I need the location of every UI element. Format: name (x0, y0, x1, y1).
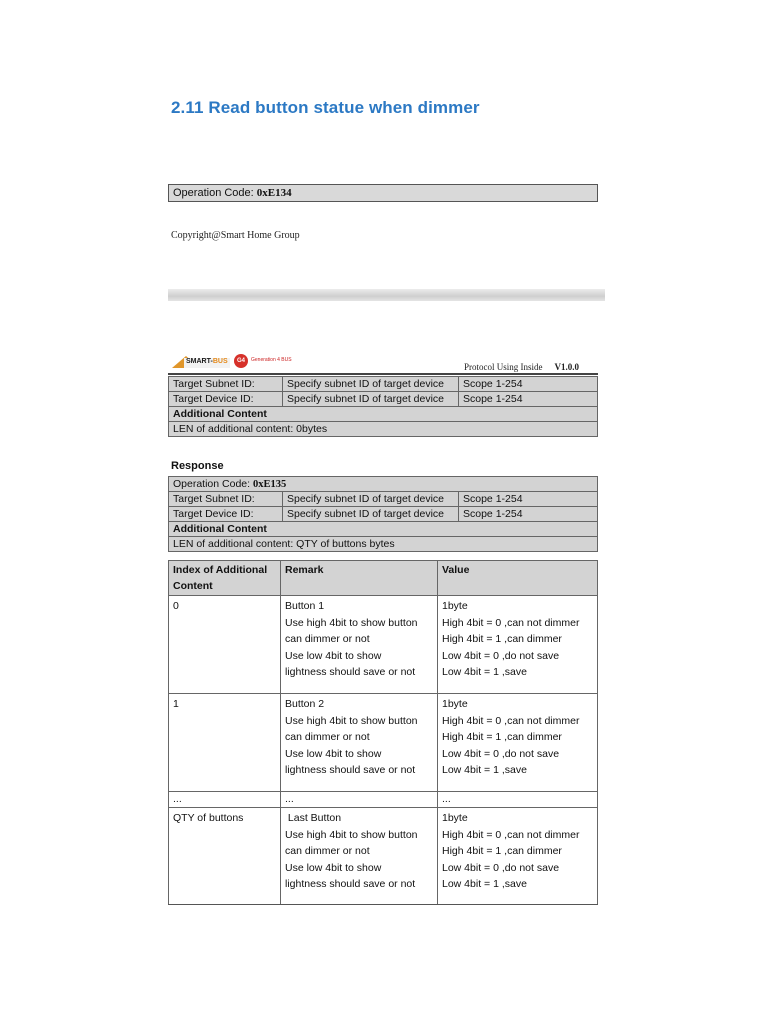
value-cell (438, 694, 598, 792)
logo-text (186, 358, 228, 365)
desc-cell: Specify subnet ID of target device (283, 377, 459, 392)
header-divider (168, 373, 598, 375)
remark-line: Button 2 (285, 698, 325, 710)
additional-content-heading: Additional Content (169, 407, 598, 422)
remark-line: Use high 4bit to show button (285, 714, 418, 727)
remark-line: can dimmer or not (285, 731, 370, 743)
table-row (169, 392, 598, 407)
request-opcode-box (168, 184, 598, 202)
table-row (169, 407, 598, 422)
value-line: High 4bit = 0 ,can not dimmer (442, 616, 580, 629)
table-row (169, 808, 598, 905)
remark-line: Use low 4bit to show (285, 747, 382, 760)
value-line: High 4bit = 0 ,can not dimmer (442, 828, 580, 841)
table-row (169, 537, 598, 552)
desc-cell: Specify subnet ID of target device (283, 507, 459, 522)
index-cell: ... (169, 792, 281, 808)
copyright-text: Copyright@Smart Home Group (171, 230, 300, 241)
scope-cell: Scope 1-254 (459, 377, 598, 392)
value-line: High 4bit = 1 ,can dimmer (442, 731, 562, 743)
value-line: Low 4bit = 0 ,do not save (442, 747, 560, 760)
value-line: Low 4bit = 0 ,do not save (442, 649, 560, 662)
value-line: Low 4bit = 1 ,save (442, 878, 527, 890)
len-cell: LEN of additional content: 0bytes (169, 422, 598, 437)
table-row (169, 377, 598, 392)
field-cell: Target Device ID: (169, 507, 283, 522)
value-line: 1byte (442, 698, 468, 710)
response-heading: Response (171, 460, 224, 472)
remark-cell: ... (281, 792, 438, 808)
table-row (169, 596, 598, 694)
field-cell: Target Subnet ID: (169, 492, 283, 507)
remark-line: Use low 4bit to show (285, 649, 382, 662)
index-header: Index of Additional Content (169, 561, 281, 596)
value-cell (438, 808, 598, 905)
logo-text-part2: BUS (212, 358, 228, 365)
value-line: High 4bit = 1 ,can dimmer (442, 633, 562, 645)
scope-cell: Scope 1-254 (459, 392, 598, 407)
value-line: High 4bit = 0 ,can not dimmer (442, 714, 580, 727)
table-row (169, 522, 598, 537)
field-cell: Target Device ID: (169, 392, 283, 407)
table-row (169, 477, 598, 492)
table-row (169, 694, 598, 792)
table-row (169, 507, 598, 522)
remark-line: lightness should save or not (285, 666, 416, 678)
remark-cell (281, 694, 438, 792)
table-header-row (169, 561, 598, 596)
value-line: 1byte (442, 600, 468, 612)
value-header: Value (438, 561, 598, 596)
opcode-label: Operation Code: (173, 478, 253, 490)
index-cell: 0 (169, 596, 281, 694)
value-line: Low 4bit = 0 ,do not save (442, 861, 560, 874)
g4-logo-icon: G4 (234, 354, 248, 368)
remark-line: Last Button (285, 812, 342, 824)
desc-cell: Specify subnet ID of target device (283, 392, 459, 407)
response-table (168, 476, 598, 552)
value-line: Low 4bit = 1 ,save (442, 666, 527, 678)
logo-text-part1: SMART- (186, 358, 213, 365)
opcode-label: Operation Code: (173, 187, 257, 199)
table-row (169, 492, 598, 507)
remark-cell (281, 596, 438, 694)
value-line: 1byte (442, 812, 468, 824)
version-label: V1.0.0 (554, 362, 579, 372)
scope-cell: Scope 1-254 (459, 492, 598, 507)
remark-line: Button 1 (285, 600, 325, 612)
additional-content-heading: Additional Content (169, 522, 598, 537)
request-table (168, 376, 598, 437)
response-opcode-cell (169, 477, 598, 492)
remark-line: Use high 4bit to show button (285, 616, 418, 629)
scope-cell: Scope 1-254 (459, 507, 598, 522)
value-line: High 4bit = 1 ,can dimmer (442, 845, 562, 857)
opcode-value: 0xE134 (256, 187, 292, 199)
remark-line: lightness should save or not (285, 878, 416, 890)
remark-line: can dimmer or not (285, 845, 370, 857)
field-cell: Target Subnet ID: (169, 377, 283, 392)
remark-cell (281, 808, 438, 905)
table-row (169, 792, 598, 808)
protocol-label: Protocol Using Inside (464, 362, 543, 372)
remark-line: Use high 4bit to show button (285, 828, 418, 841)
logo-caption: Generation 4 BUS (251, 357, 292, 363)
index-cell: 1 (169, 694, 281, 792)
page-separator (168, 289, 605, 301)
desc-cell: Specify subnet ID of target device (283, 492, 459, 507)
remark-line: Use low 4bit to show (285, 861, 382, 874)
content-table (168, 560, 598, 905)
section-title: 2.11 Read button statue when dimmer (171, 98, 480, 117)
table-row (169, 422, 598, 437)
header-protocol (464, 362, 579, 372)
opcode-value: 0xE135 (252, 479, 287, 490)
remark-header: Remark (281, 561, 438, 596)
value-cell (438, 596, 598, 694)
remark-line: lightness should save or not (285, 764, 416, 776)
len-cell: LEN of additional content: QTY of buttons bytes (169, 537, 598, 552)
value-line: Low 4bit = 1 ,save (442, 764, 527, 776)
value-cell: ... (438, 792, 598, 808)
index-cell: QTY of buttons (169, 808, 281, 905)
remark-line: can dimmer or not (285, 633, 370, 645)
